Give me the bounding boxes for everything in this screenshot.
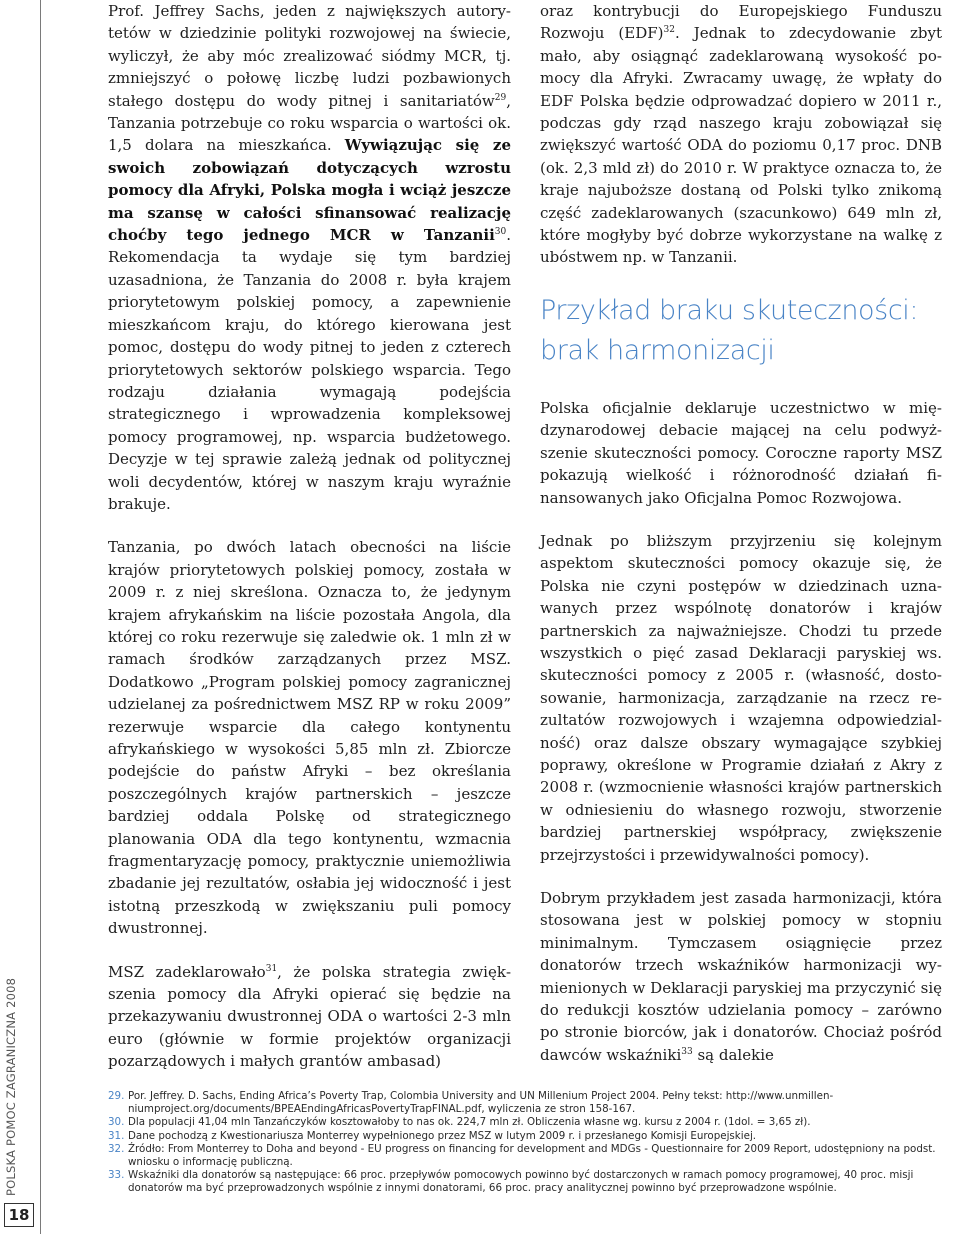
- text-run: oraz kontrybucji do Europejskiego Funduszu Rozwoju (EDF): [540, 2, 942, 43]
- text-run: . Jednak to zdecydowanie zbyt mało, aby osiągnąć zadeklarowaną wysokość pomocy dla Afryki. Zwracamy uwagę, że wpłaty do EDF Polska będzie odprowadzać dopiero w 2011 r., podczas gdy rząd naszego kraju zobowiązał się zwiększyć wartość ODA do poziomu 0,17 proc. DNB (ok. 2,3 mld zł) do 2010 r. W praktyce oznacza to, że kraje najuboższe dostaną od Polski tylko znikomą część zadeklarowanych (szacunkowo) 649 mln zł, które mogłyby być dobrze wykorzystane na walkę z ubóstwem np. w Tanzanii.: [540, 24, 942, 267]
- footnote-number: 32.: [108, 1143, 125, 1155]
- footnote-32: [108, 1143, 946, 1168]
- footnote-ref-29[interactable]: 29: [494, 92, 507, 103]
- footnote-ref-32[interactable]: 32: [663, 25, 675, 36]
- left-paragraph-2: Tanzania, po dwóch latach obecności na liście krajów priorytetowych polskiej pomocy, została w 2009 r. z niej skreślona. Oznacza to, że jedynym krajem afrykańskim na liście pozostała Angola, dla której co roku rezerwuje się zaledwie ok. 1 mln zł w ramach środków zarządzanych przez MSZ. Dodatkowo „Program polskiej pomocy zagranicznej udzielanej za pośrednictwem MSZ RP w roku 2009” rezerwuje wsparcie dla całego kontynentu afrykańskiego w wysokości 5,85 mln zł. Zbiorcze podejście do państw Afryki – bez określania poszczególnych krajów partnerskich – jeszcze bardziej oddala Polskę od strategicznego planowania ODA dla tego kontynentu, wzmacnia fragmentaryzację pomocy, praktycznie uniemożliwia zbadanie jej rezultatów, osłabia jej widoczność i jest istotną przeszkodą w zwiększaniu puli pomocy dwustronnej.: [108, 538, 511, 938]
- footnote-number: 29.: [108, 1090, 125, 1102]
- text-run: MSZ zadeklarowało: [108, 962, 266, 981]
- right-column: [540, 0, 942, 1087]
- footnote-text: Dla populacji 41,04 mln Tanzańczyków kosztowałoby to nas ok. 224,7 mln zł. Obliczenia własne wg. kursu z 2004 r. (1dol. = 3,65 zł).: [128, 1116, 811, 1128]
- footnote-number: 30.: [108, 1116, 125, 1128]
- right-paragraph-1: [540, 0, 942, 269]
- left-paragraph-1: [108, 0, 511, 515]
- right-paragraph-3: Jednak po bliższym przyjrzeniu się kolejnym aspektom skuteczności pomocy okazuje się, że Polska nie czyni postępów w dziedzinach uznawanych przez wspólnotę donatorów i krajów partnerskich za najważniejsze. Chodzi tu przede wszystkich o pięć zasad Deklaracji paryskiej ws. skuteczności pomocy z 2005 r. (własność, dostosowanie, harmonizacja, zarządzanie na rzecz rezultatów rozwojowych i wzajemna odpowiedzialność) oraz dalsze obszary wymagające szybkiej poprawy, określone w Programie działań z Akry z 2008 r. (wzmocnienie własności krajów partnerskich w odniesieniu do własnego rozwoju, stworzenie bardziej partnerskiej współpracy, zwiększenie przejrzystości i przewidywalności pomocy).: [540, 531, 942, 864]
- text-run: Prof. Jeffrey Sachs, jeden z największych autorytetów w dziedzinie polityki rozwojowej na świecie, wyliczył, że aby móc zrealizować siódmy MCR, tj. zmniejszyć o połowę liczbę ludzi pozbawionych stałego dostępu do wody pitnej i sanitariatów: [108, 2, 511, 110]
- publication-title: POLSKA POMOC ZAGRANICZNA 2008: [4, 977, 18, 1196]
- footnote-text: Por. Jeffrey. D. Sachs, Ending Africa’s Poverty Trap, Colombia University and UN Millenium Project 2004. Pełny tekst: http://www.unmillenniumproject.org/documents/BPEAEndingAfricasPovertyTrapFINAL.pdf, wyliczenia ze stron 158-167.: [128, 1090, 834, 1115]
- footnote-31: [108, 1130, 946, 1143]
- footnote-number: 33.: [108, 1169, 125, 1181]
- text-run: , że polska strategia zwiększenia pomocy dla Afryki opierać się będzie na przekazywaniu dwustronnej ODA o wartości 2-3 mln euro (głównie w formie projektów organizacji pozarządowych i małych grantów ambasad): [108, 962, 512, 1071]
- footnote-29: [108, 1090, 946, 1115]
- text-run: . Rekomendacja ta wydaje się tym bardziej uzasadniona, że Tanzania do 2008 r. była krajem priorytetowym polskiej pomocy, a zapewnienie mieszkańcom kraju, do którego kierowana jest pomoc, dostępu do wody pitnej to jeden z czterech priorytetowych sektorów polskiego wsparcia. Tego rodzaju działania wymagają podejścia strategicznego i wprowadzenia kompleksowej pomocy programowej, np. wsparcia budżetowego. Decyzje w tej sprawie zależą jednak od politycznej woli decydentów, której w naszym kraju wyraźnie brakuje.: [108, 226, 511, 513]
- sidebar-divider: [40, 0, 41, 1234]
- left-paragraph-3: [108, 961, 511, 1073]
- footnote-ref-33[interactable]: 33: [681, 1046, 693, 1057]
- footnote-text: Źródło: From Monterrey to Doha and beyond - EU progress on financing for development and MDGs - Questionnaire for 2009 Report, udostępniony na podst. wniosku o informację publiczną.: [128, 1143, 936, 1168]
- page-number: 18: [4, 1203, 34, 1227]
- footnote-number: 31.: [108, 1129, 125, 1142]
- footnote-ref-30[interactable]: 30: [494, 227, 507, 238]
- right-paragraph-4: [540, 887, 942, 1066]
- footnote-text: Wskaźniki dla donatorów są następujące: 66 proc. przepływów pomocowych powinno być dostarczonych w ramach pomocy programowej, 40 proc. misji donatorów ma być przeprowadzonych wspólnie z innymi donatorami, 66 proc. pracy analitycznej powinno być przeprowadzone wspólnie.: [128, 1169, 914, 1194]
- bold-recommendation: Wywiązując się ze swoich zobowiązań dotyczących wzrostu pomocy dla Afryki, Polska mogła i wciąż jeszcze ma szansę w całości sfinansować realizację choćby tego jednego MCR w Tanzanii: [108, 136, 511, 245]
- footnote-ref-31[interactable]: 31: [265, 963, 278, 974]
- left-column: [108, 0, 511, 1094]
- footnotes: [108, 1090, 946, 1195]
- footnote-30: [108, 1116, 946, 1129]
- footnote-33: [108, 1169, 946, 1194]
- right-paragraph-2: Polska oficjalnie deklaruje uczestnictwo w międzynarodowej debacie mającej na celu podwyższenie skuteczności pomocy. Coroczne raporty MSZ pokazują wielkość i różnorodność działań finansowanych jako Oficjalna Pomoc Rozwojowa.: [540, 398, 942, 507]
- text-run: Dobrym przykładem jest zasada harmonizacji, która stosowana jest w polskiej pomocy w stopniu minimalnym. Tymczasem osiągnięcie przez donatorów trzech wskaźników harmonizacji wymienionych w Deklaracji paryskiej ma przyczynić się do redukcji kosztów udzielania pomocy – zarówno po stronie biorców, jak i donatorów. Chociaż pośród dawców wskaźniki: [540, 889, 942, 1064]
- footnote-text: Dane pochodzą z Kwestionariusza Monterrey wypełnionego przez MSZ w lutym 2009 r. i przesłanego Komisji Europejskiej.: [128, 1129, 757, 1142]
- page-sidebar: [0, 0, 40, 1234]
- section-heading: Przykład braku skuteczności: brak harmonizacji: [540, 294, 919, 366]
- text-run: są dalekie: [692, 1045, 774, 1064]
- text-run: , Tanzania potrzebuje co roku wsparcia o wartości ok. 1,5 dolara na mieszkańca.: [108, 91, 511, 155]
